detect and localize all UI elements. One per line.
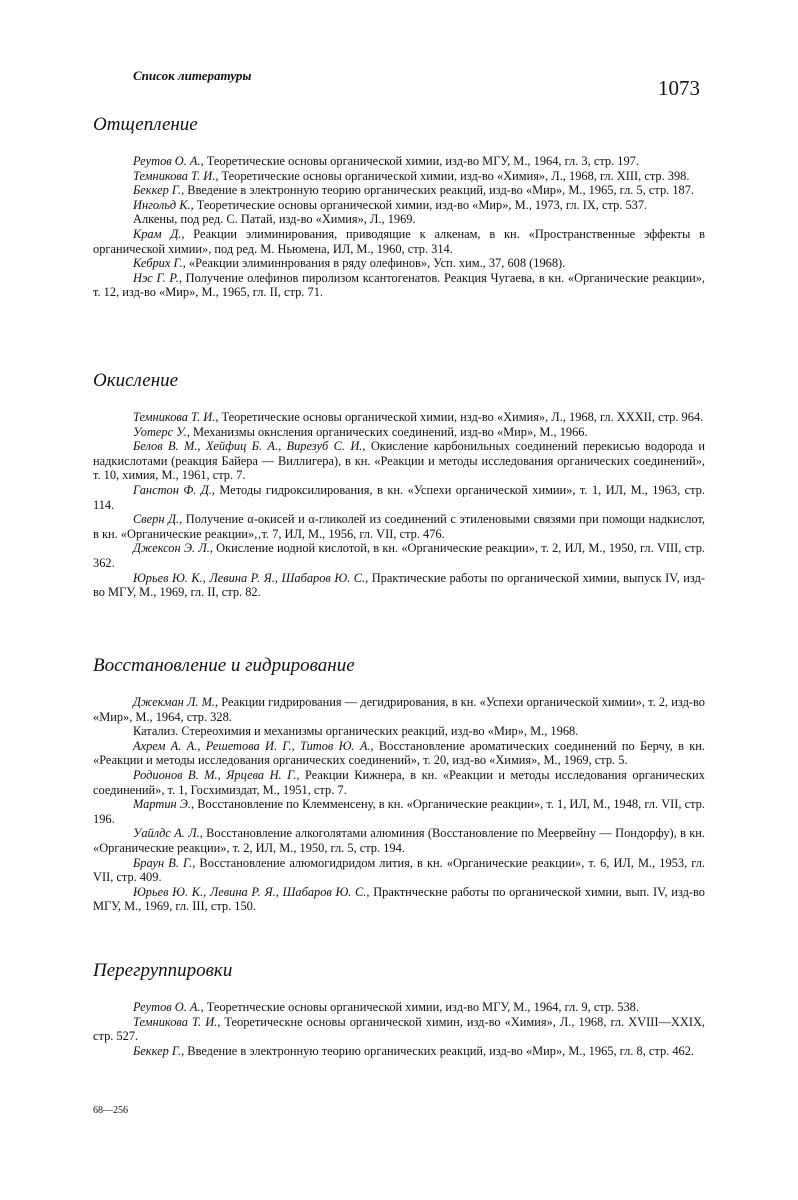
reference-text: , Теоретическне основы органической химин, изд-во «Химия», Л., 1968, гл. XVIII—XXIX, стр. 527.: [93, 1014, 705, 1044]
section-elimination: [93, 114, 705, 300]
reference-entry: [93, 198, 705, 213]
reference-authors: Ганстон Ф. Д.: [133, 482, 212, 497]
reference-text: , Получение α-окисей и α-гликолей из соединений с этиленовыми связями при помощи надкислот, в кн. «Органические реакции»,‚т. 7, ИЛ, М., 1956, гл. VII, стр. 476.: [93, 512, 705, 541]
section-rearrangements: [93, 960, 705, 1058]
reference-entry: [93, 826, 705, 855]
reference-text: , Практнческне работы по органической химии, вып. IV, изд-во МГУ, М., 1969, гл. III, стр. 150.: [93, 884, 705, 914]
reference-entry: [93, 571, 705, 600]
section-reduction: [93, 655, 705, 914]
reference-authors: Юрьев Ю. К., Левина Р. Я., Шабаров Ю. С.: [133, 884, 367, 899]
reference-entry: [93, 227, 705, 256]
reference-text: , Теоретические основы органической химии, изд-во «Химия», Л., 1968, гл. XIII, стр. 398.: [215, 168, 690, 183]
reference-entry: [93, 256, 705, 271]
reference-text: , Реакции гидрирования — дегидрирования, в кн. «Успехи органической химии», т. 2, изд-во «Мир», М., 1964, стр. 328.: [93, 695, 705, 724]
reference-list: [93, 695, 705, 914]
reference-text: , Восстановление по Клемменсену, в кн. «Органические реакции», т. 1, ИЛ, М., 1948, гл. VII, стр. 196.: [93, 797, 705, 826]
reference-text: , Введение в электронную теорию органических реакций, изд-во «Мир», М., 1965, гл. 8, стр. 462.: [181, 1043, 695, 1058]
running-head: Список литературы: [133, 68, 252, 83]
reference-entry: [93, 541, 705, 570]
reference-list: [93, 154, 705, 300]
reference-authors: Белов В. М., Хейфиц Б. А., Вирезуб С. И.: [133, 439, 363, 454]
reference-entry: [93, 1044, 705, 1059]
reference-authors: Темникова Т. И.: [133, 168, 216, 183]
reference-entry: [93, 169, 705, 184]
reference-text: , Восстановление ароматических соединений по Берчу, в кн. «Реакции и методы исследования органических соединений», т. 20, изд-во «Химия», М., 1969, стр. 5.: [93, 738, 705, 768]
reference-text: , Теоретические основы органической химии, нзд-во «Химия», Л., 1968, гл. XXXII, стр. 964.: [215, 410, 704, 424]
reference-entry: [93, 439, 705, 483]
reference-authors: Юрьев Ю. К., Левина Р. Я., Шабаров Ю. С.: [133, 570, 366, 585]
reference-authors: Беккер Г.: [133, 1043, 182, 1058]
reference-authors: Мартин Э.: [133, 797, 191, 812]
reference-text: , Методы гидроксилирования, в кн. «Успехи органической химии», т. 1, ИЛ, М., 1963, стр. 114.: [93, 482, 705, 512]
reference-text: , Теоретические основы органической химии, изд-во «Мир», М., 1973, гл. IX, стр. 537.: [190, 197, 648, 212]
section-oxidation: [93, 370, 705, 600]
section-title: Отщепление: [93, 114, 198, 135]
reference-authors: Реутов О. А.: [133, 154, 201, 168]
reference-authors: Родионов В. М., Ярцева Н. Г.: [133, 767, 297, 782]
section-title: Перегруппировки: [93, 960, 233, 981]
reference-entry: [93, 212, 705, 227]
reference-text: Катализ. Стереохимия и механизмы органических реакций, изд-во «Мир», М., 1968.: [133, 724, 579, 739]
reference-text: , Восстановление алкоголятами алюминия (Восстановление по Меервейну — Пондорфу), в кн. «Органические реакции», т. 2, ИЛ, М., 1950, гл. 5, стр. 194.: [93, 826, 705, 855]
reference-authors: Джексон Э. Л.: [133, 541, 210, 556]
reference-entry: [93, 183, 705, 198]
reference-authors: Ингольд К.: [133, 197, 191, 212]
reference-authors: Уотерс У.: [133, 424, 187, 439]
reference-text: , «Реакции элиминнрования в ряду олефинов», Усп. хим., 37, 608 (1968).: [182, 256, 566, 271]
reference-authors: Беккер Г.: [133, 183, 182, 198]
reference-text: Алкены, под ред. С. Патай, изд-во «Химия», Л., 1969.: [133, 212, 416, 227]
reference-entry: [93, 1000, 705, 1015]
reference-entry: [93, 483, 705, 512]
reference-authors: Темникова Т. И.: [133, 1014, 218, 1029]
reference-text: , Теоретнческие основы органической химии, изд-во МГУ, М., 1964, гл. 9, стр. 538.: [200, 1000, 639, 1014]
reference-text: , Окисление карбонильных соединений перекисью водорода и надкислотами (реакция Байера — Виллигера), в кн. «Реакции и методы исследования органических соединений», т. 10, химия, М., 1961, стр. 7.: [93, 439, 705, 483]
reference-list: [93, 410, 705, 600]
reference-authors: Джекман Л. М.: [133, 695, 216, 709]
reference-authors: Кебрих Г.: [133, 256, 183, 271]
reference-text: , Окисление иодной кислотой, в кн. «Органические реакции», т. 2, ИЛ, М., 1950, гл. VIII, стр. 362.: [93, 541, 705, 570]
reference-entry: [93, 724, 705, 739]
reference-text: , Реакции элиминирования, приводящие к алкенам, в кн. «Пространственные эффекты в органической химии», под ред. М. Ньюмена, ИЛ, М., 1960, стр. 314.: [93, 226, 705, 256]
reference-text: , Восстановление алюмогидридом лития, в кн. «Органические реакции», т. 6, ИЛ, М., 1953, гл. VII, стр. 409.: [93, 855, 705, 885]
reference-authors: Уайлдс А. Л.: [133, 826, 200, 841]
reference-text: , Введение в электронную теорию органических реакций, изд-во «Мир», М., 1965, гл. 5, стр. 187.: [181, 183, 695, 198]
reference-text: , Реакции Кижнера, в кн. «Реакции и методы исследования органических соединений», т. 1, Госхимиздат, М., 1951, стр. 7.: [93, 767, 705, 797]
reference-authors: Крам Д.: [133, 226, 182, 241]
print-code: 68—256: [93, 1105, 128, 1116]
reference-text: , Теоретические основы органической химии, изд-во МГУ, М., 1964, гл. 3, стр. 197.: [200, 154, 639, 168]
reference-authors: Темникова Т. И.: [133, 410, 216, 424]
section-title: Восстановление и гидрирование: [93, 655, 355, 676]
reference-entry: [93, 797, 705, 826]
reference-authors: Нэс Г. Р.: [133, 270, 179, 285]
reference-authors: Сверн Д.: [133, 512, 180, 527]
reference-entry: [93, 154, 705, 169]
reference-entry: [93, 410, 705, 425]
reference-entry: [93, 739, 705, 768]
reference-entry: [93, 271, 705, 300]
reference-text: , Практические работы по органической химии, выпуск IV, изд-во МГУ, М., 1969, гл. II, стр. 82.: [93, 570, 705, 600]
reference-authors: Браун В. Г.: [133, 855, 193, 870]
reference-authors: Реутов О. А.: [133, 1000, 201, 1014]
reference-entry: [93, 1015, 705, 1044]
reference-entry: [93, 695, 705, 724]
reference-text: , Получение олефинов пиролизом ксантогенатов. Реакция Чугаева, в кн. «Органические реакции», т. 12, изд-во «Мир», М., 1965, гл. II, стр. 71.: [93, 270, 706, 300]
reference-text: , Механизмы окнсления органических соединений, изд-во «Мир», М., 1966.: [186, 424, 588, 439]
reference-entry: [93, 856, 705, 885]
reference-entry: [93, 512, 705, 541]
reference-list: [93, 1000, 705, 1058]
section-title: Окисление: [93, 370, 179, 391]
reference-entry: [93, 885, 705, 914]
reference-authors: Ахрем А. А., Решетова И. Г., Титов Ю. А.: [133, 738, 371, 753]
page-number: 1073: [658, 76, 700, 100]
reference-entry: [93, 768, 705, 797]
reference-entry: [93, 425, 705, 440]
